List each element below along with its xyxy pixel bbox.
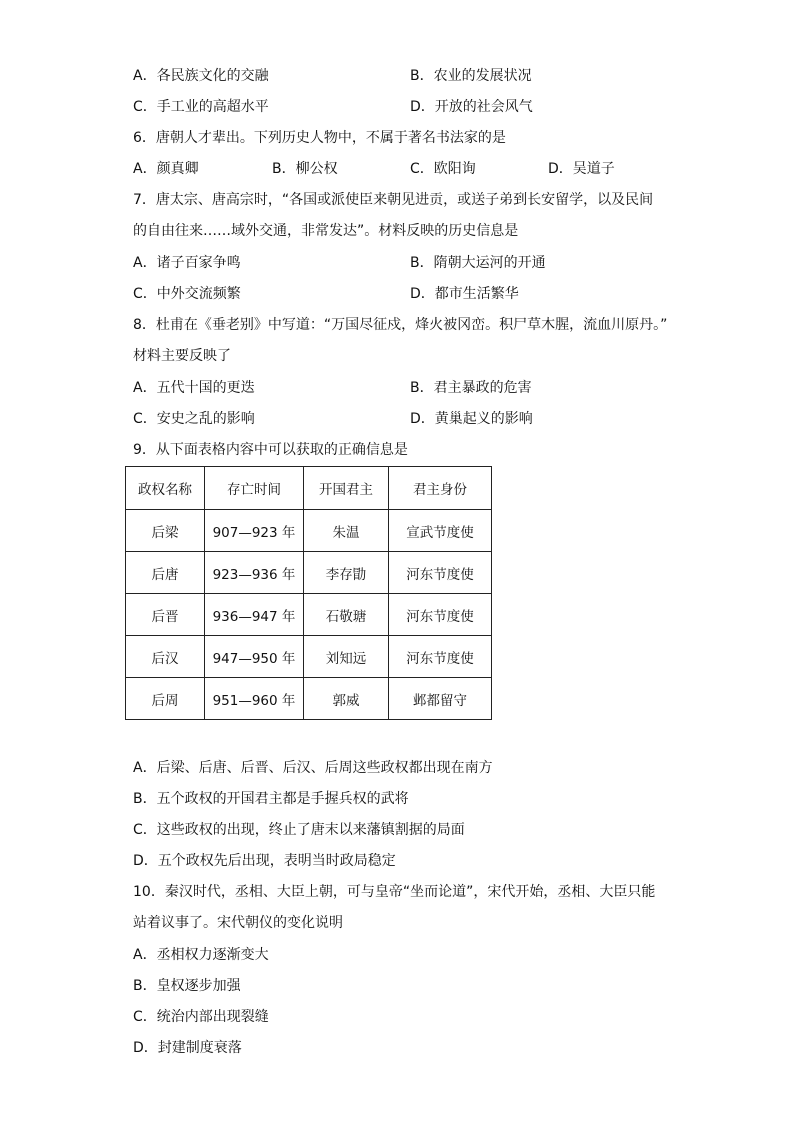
table-header-cell: 存亡时间 [205,467,304,510]
table-row [126,510,492,552]
table-cell: 后周 [126,678,205,720]
table-header-cell: 开国君主 [304,467,389,510]
q5-option-a: A．各民族文化的交融 [133,68,269,84]
q9-option-c: C．这些政权的出现，终止了唐末以来藩镇割据的局面 [133,822,465,838]
regime-table [125,466,492,720]
table-cell: 河东节度使 [389,594,492,636]
table-cell: 刘知远 [304,636,389,678]
q10-option-d: D．封建制度衰落 [133,1040,242,1056]
table-header-cell: 政权名称 [126,467,205,510]
table-cell: 923—936 年 [205,552,304,594]
q8-option-d: D．黄巢起义的影响 [410,411,533,427]
q7-stem-line1: 7．唐太宗、唐高宗时，“各国或派使臣来朝见进贡，或送子弟到长安留学，以及民间 [133,192,654,208]
q6-option-d: D．吴道子 [548,161,615,177]
table-cell: 936—947 年 [205,594,304,636]
table-cell: 后唐 [126,552,205,594]
q8-option-c: C．安史之乱的影响 [133,411,255,427]
q7-option-a: A．诸子百家争鸣 [133,255,241,271]
q9-option-a: A．后梁、后唐、后晋、后汉、后周这些政权都出现在南方 [133,760,493,776]
q5-option-c: C．手工业的高超水平 [133,99,269,115]
table-cell: 石敬瑭 [304,594,389,636]
q9-option-b: B．五个政权的开国君主都是手握兵权的武将 [133,791,409,807]
q7-stem-line2: 的自由往来……域外交通，非常发达”。材料反映的历史信息是 [133,223,519,239]
table-header-row [126,467,492,510]
table-cell: 947—950 年 [205,636,304,678]
q9-option-d: D．五个政权先后出现，表明当时政局稳定 [133,853,396,869]
table-cell: 朱温 [304,510,389,552]
table-cell: 后梁 [126,510,205,552]
q10-option-b: B．皇权逐步加强 [133,978,241,994]
q5-option-b: B．农业的发展状况 [410,68,532,84]
table-cell: 951—960 年 [205,678,304,720]
q10-option-a: A．丞相权力逐渐变大 [133,947,269,963]
table-cell: 邺都留守 [389,678,492,720]
table-row [126,678,492,720]
q6-option-a: A．颜真卿 [133,161,199,177]
q9-stem: 9．从下面表格内容中可以获取的正确信息是 [133,442,408,458]
table-cell: 李存勖 [304,552,389,594]
q5-option-d: D．开放的社会风气 [410,99,533,115]
q6-option-b: B．柳公权 [272,161,338,177]
q8-stem-line2: 材料主要反映了 [133,348,231,364]
q7-option-c: C．中外交流频繁 [133,286,241,302]
table-row [126,594,492,636]
table-cell: 后晋 [126,594,205,636]
table-row [126,552,492,594]
q8-option-a: A．五代十国的更迭 [133,380,255,396]
q8-option-b: B．君主暴政的危害 [410,380,532,396]
table-header-cell: 君主身份 [389,467,492,510]
q10-stem-line2: 站着议事了。宋代朝仪的变化说明 [133,915,343,931]
q6-stem: 6．唐朝人才辈出。下列历史人物中，不属于著名书法家的是 [133,130,506,146]
q8-stem-line1: 8．杜甫在《垂老别》中写道：“万国尽征戍，烽火被冈峦。积尸草木腥，流血川原丹。” [133,317,668,333]
q6-option-c: C．欧阳询 [410,161,476,177]
q10-option-c: C．统治内部出现裂缝 [133,1009,269,1025]
table-cell: 河东节度使 [389,552,492,594]
table-cell: 907—923 年 [205,510,304,552]
q7-option-d: D．都市生活繁华 [410,286,519,302]
table-cell: 后汉 [126,636,205,678]
q7-option-b: B．隋朝大运河的开通 [410,255,546,271]
table-cell: 河东节度使 [389,636,492,678]
table-cell: 宣武节度使 [389,510,492,552]
table-row [126,636,492,678]
q10-stem-line1: 10．秦汉时代，丞相、大臣上朝，可与皇帝“坐而论道”，宋代开始，丞相、大臣只能 [133,884,656,900]
table-cell: 郭威 [304,678,389,720]
